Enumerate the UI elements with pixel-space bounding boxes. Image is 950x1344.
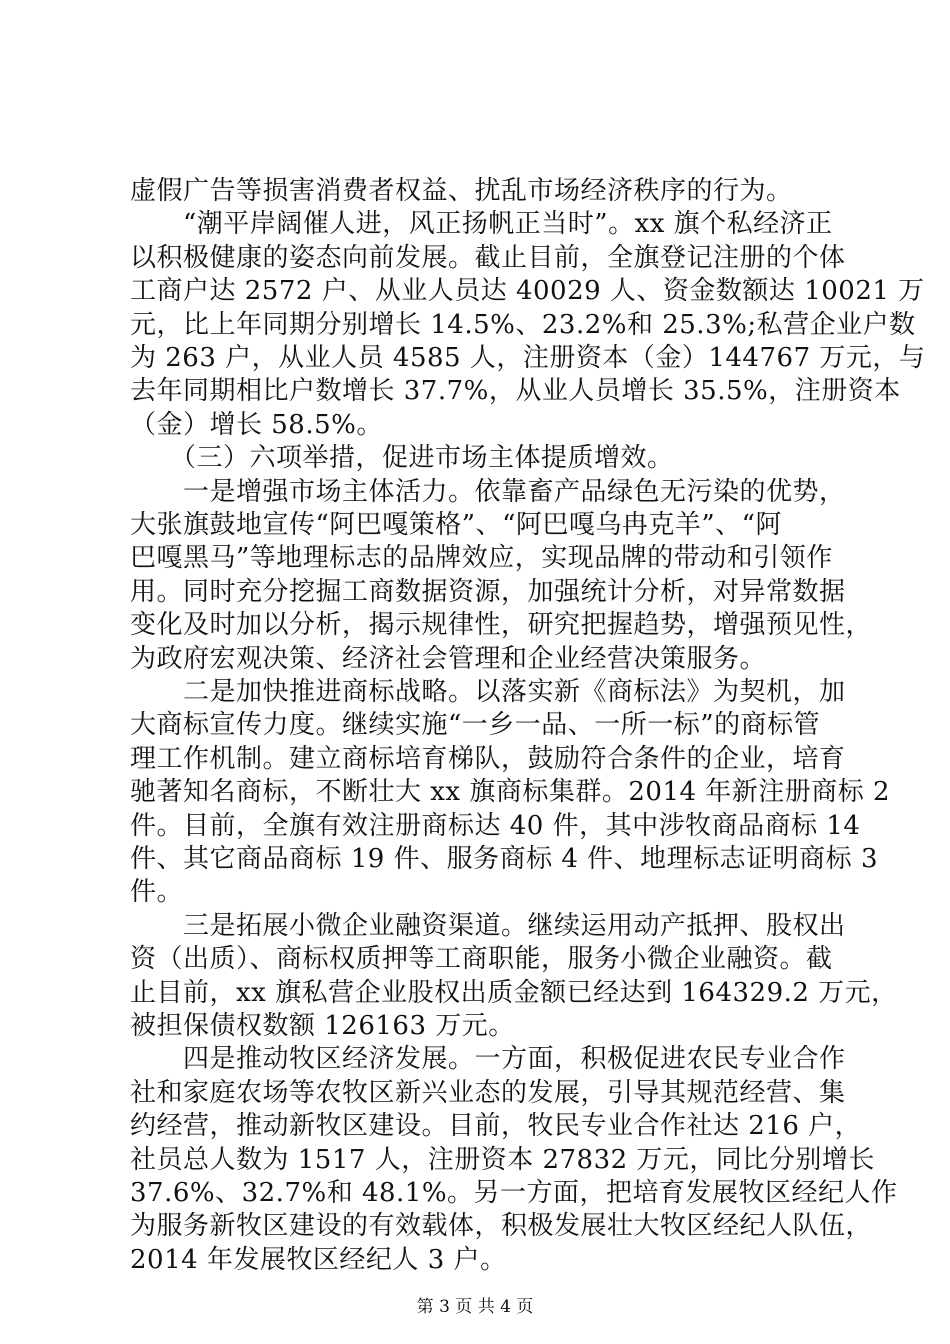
page-number-footer: 第 3 页 共 4 页 (416, 1297, 534, 1317)
paragraph-start-line: 二是加快推进商标战略。以落实新《商标法》为契机，加 (130, 677, 846, 707)
text-line: 社员总人数为 1517 人，注册资本 27832 万元，同比分别增长 (130, 1145, 875, 1175)
text-line: 用。同时充分挖掘工商数据资源，加强统计分析，对异常数据 (130, 577, 846, 607)
text-line: 社和家庭农场等农牧区新兴业态的发展，引导其规范经营、集 (130, 1078, 846, 1108)
text-line: 止目前，xx 旗私营企业股权出质金额已经达到 164329.2 万元， (130, 978, 898, 1008)
paragraph-start-line: “潮平岸阔催人进，风正扬帆正当时”。xx 旗个私经济正 (130, 209, 833, 239)
text-line: 37.6%、32.7%和 48.1%。另一方面，把培育发展牧区经纪人作 (130, 1178, 898, 1208)
text-line: 工商户达 2572 户、从业人员达 40029 人、资金数额达 10021 万 (130, 276, 925, 306)
text-line: 被担保债权数额 126163 万元。 (130, 1011, 515, 1041)
text-line: 件、其它商品商标 19 件、服务商标 4 件、地理标志证明商标 3 (130, 844, 878, 874)
text-line: 件。 (130, 877, 184, 907)
text-line: 为服务新牧区建设的有效载体，积极发展壮大牧区经纪人队伍， (130, 1211, 873, 1241)
text-line: 理工作机制。建立商标培育梯队，鼓励符合条件的企业，培育 (130, 744, 846, 774)
text-line: 约经营，推动新牧区建设。目前，牧民专业合作社达 216 户， (130, 1111, 862, 1141)
text-line: 资（出质）、商标权质押等工商职能，服务小微企业融资。截 (130, 944, 833, 974)
text-line: 巴嘎黑马”等地理标志的品牌效应，实现品牌的带动和引领作 (130, 543, 833, 573)
text-line: 大商标宣传力度。继续实施“一乡一品、一所一标”的商标管 (130, 710, 821, 740)
text-line: 件。目前，全旗有效注册商标达 40 件，其中涉牧商品商标 14 (130, 811, 861, 841)
text-line: 虚假广告等损害消费者权益、扰乱市场经济秩序的行为。 (130, 176, 793, 206)
text-line: 以积极健康的姿态向前发展。截止目前，全旗登记注册的个体 (130, 243, 846, 273)
text-line: 2014 年发展牧区经纪人 3 户。 (130, 1245, 507, 1275)
section-heading: （三）六项举措，促进市场主体提质增效。 (130, 443, 674, 473)
paragraph-start-line: 四是推动牧区经济发展。一方面，积极促进农民专业合作 (130, 1044, 846, 1074)
text-line: 驰著知名商标，不断壮大 xx 旗商标集群。2014 年新注册商标 2 (130, 777, 891, 807)
text-line: 去年同期相比户数增长 37.7%，从业人员增长 35.5%，注册资本 (130, 376, 901, 406)
text-line: 变化及时加以分析，揭示规律性，研究把握趋势，增强预见性， (130, 610, 873, 640)
text-line: （金）增长 58.5%。 (130, 410, 383, 440)
paragraph-start-line: 一是增强市场主体活力。依靠畜产品绿色无污染的优势， (130, 477, 846, 507)
text-line: 为政府宏观决策、经济社会管理和企业经营决策服务。 (130, 644, 767, 674)
text-line: 为 263 户，从业人员 4585 人，注册资本（金）144767 万元，与 (130, 343, 926, 373)
text-line: 元，比上年同期分别增长 14.5%、23.2%和 25.3%;私营企业户数 (130, 310, 916, 340)
text-line: 大张旗鼓地宣传“阿巴嘎策格”、“阿巴嘎乌冉克羊”、“阿 (130, 510, 782, 540)
paragraph-start-line: 三是拓展小微企业融资渠道。继续运用动产抵押、股权出 (130, 911, 846, 941)
